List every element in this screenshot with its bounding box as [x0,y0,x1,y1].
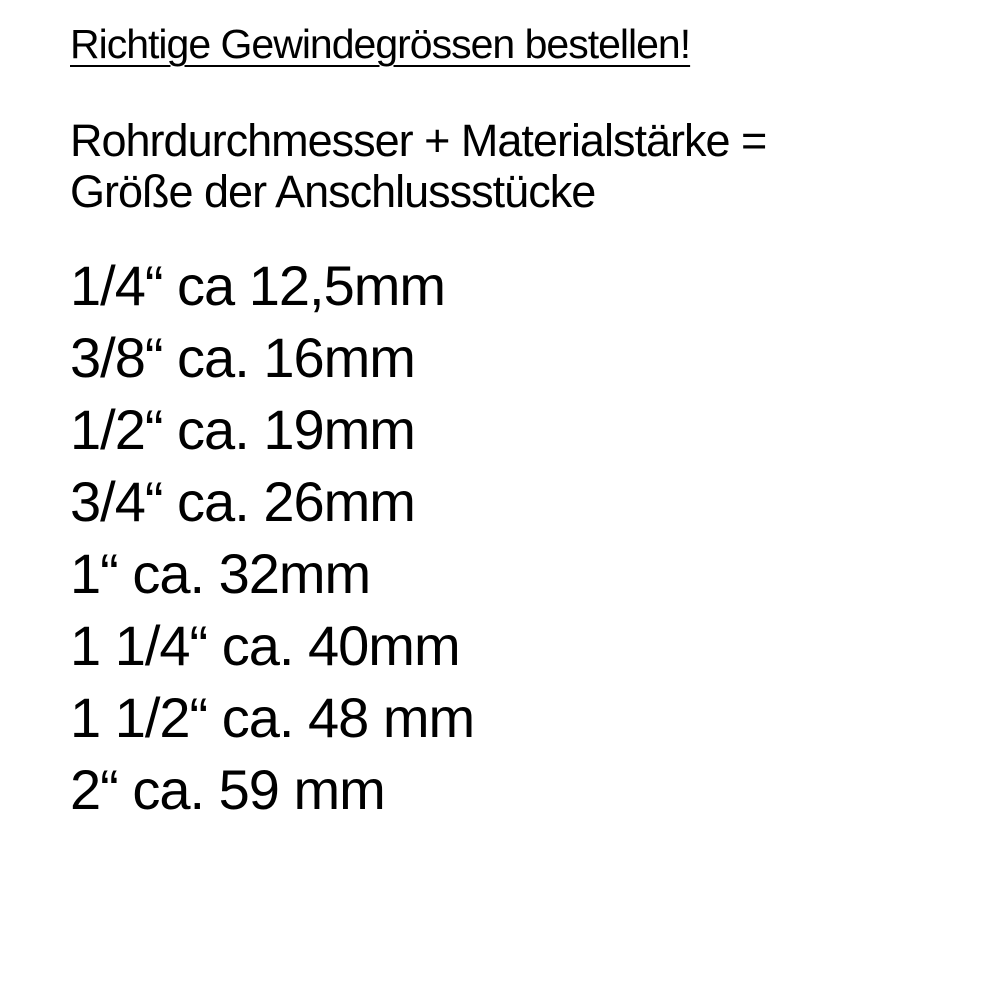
list-item: 1 1/4“ ca. 40mm [70,613,460,677]
list-item: 1/4“ ca 12,5mm [70,253,446,317]
list-item: 3/4“ ca. 26mm [70,469,415,533]
list-item: 1“ ca. 32mm [70,541,371,605]
page-title: Richtige Gewindegrössen bestellen! [70,21,691,67]
list-item: 2“ ca. 59 mm [70,757,385,821]
subtitle-line-2: Größe der Anschlussstücke [70,166,596,218]
subtitle-line-1: Rohrdurchmesser + Materialstärke = [70,115,767,167]
thread-size-list [70,250,970,826]
list-item: 3/8“ ca. 16mm [70,325,415,389]
subtitle [70,115,970,218]
list-item: 1 1/2“ ca. 48 mm [70,685,475,749]
list-item: 1/2“ ca. 19mm [70,397,415,461]
